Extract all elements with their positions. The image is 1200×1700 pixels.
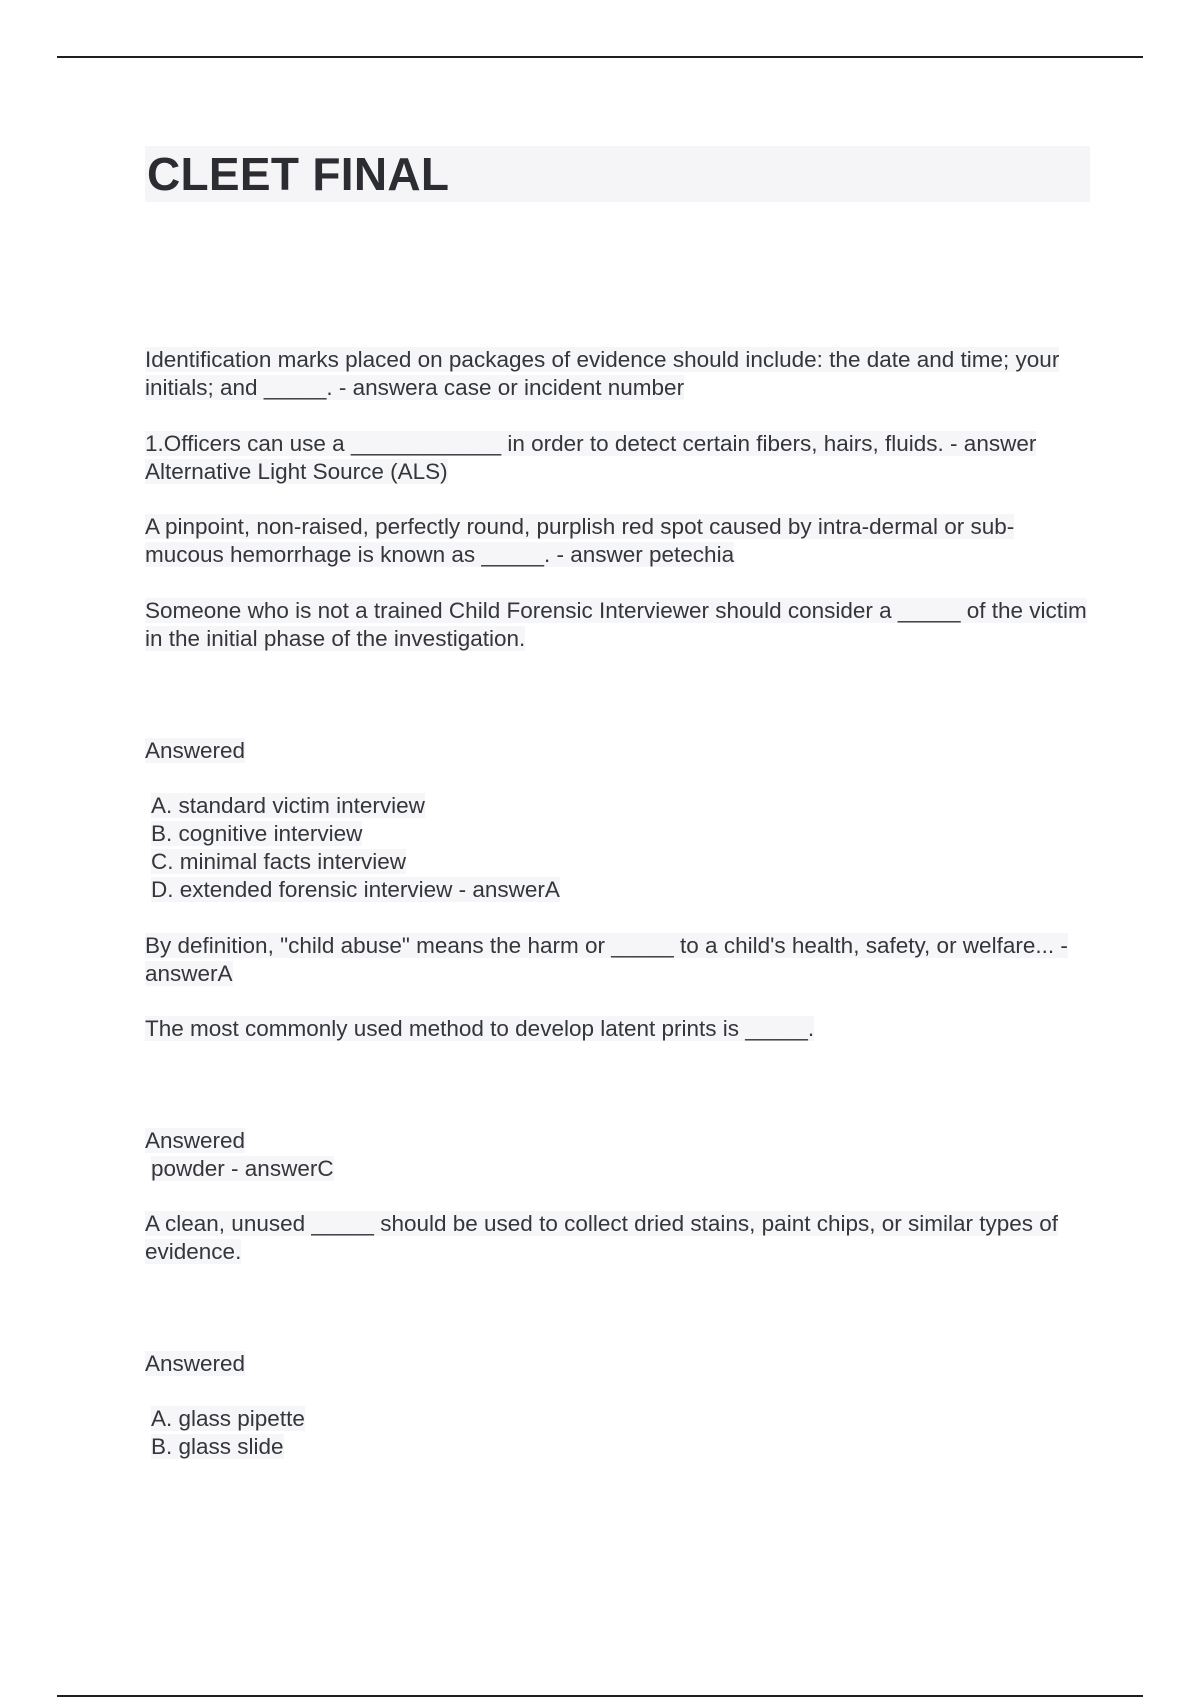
interview-options bbox=[145, 792, 1090, 904]
collection-options bbox=[145, 1405, 1090, 1461]
option-item: A. standard victim interview bbox=[151, 793, 425, 818]
answered-label: Answered bbox=[145, 1128, 246, 1153]
question-latent-prints: The most commonly used method to develop latent prints is _____. bbox=[145, 1016, 815, 1041]
option-item: B. cognitive interview bbox=[151, 821, 363, 846]
answered-label: Answered bbox=[145, 738, 246, 763]
document-body bbox=[145, 146, 1090, 1461]
option-item: D. extended forensic interview - answerA bbox=[151, 877, 560, 902]
latent-prints-answer bbox=[145, 1155, 1090, 1183]
question-dried-stains: A clean, unused _____ should be used to collect dried stains, paint chips, or similar types of evidence. bbox=[145, 1211, 1059, 1264]
top-rule bbox=[57, 56, 1143, 58]
option-item: A. glass pipette bbox=[151, 1406, 305, 1431]
title-bar bbox=[145, 146, 1090, 202]
question-child-abuse: By definition, "child abuse" means the harm or _____ to a child's health, safety, or welfare... - answerA bbox=[145, 933, 1068, 986]
question-evidence-marks: Identification marks placed on packages of evidence should include: the date and time; your initials; and _____. - answera case or incident number bbox=[145, 347, 1060, 400]
bottom-rule bbox=[57, 1695, 1143, 1697]
question-petechia: A pinpoint, non-raised, perfectly round, purplish red spot caused by intra-dermal or sub-mucous hemorrhage is known as _____. - answer petechia bbox=[145, 514, 1015, 567]
answered-label: Answered bbox=[145, 1351, 246, 1376]
question-alternative-light: 1.Officers can use a ____________ in order to detect certain fibers, hairs, fluids. - answer Alternative Light Source (ALS) bbox=[145, 431, 1037, 484]
document-title: CLEET FINAL bbox=[147, 148, 450, 200]
answer-item: powder - answerC bbox=[151, 1156, 334, 1181]
option-item: B. glass slide bbox=[151, 1434, 284, 1459]
option-item: C. minimal facts interview bbox=[151, 849, 407, 874]
question-child-interview: Someone who is not a trained Child Forensic Interviewer should consider a _____ of the victim in the initial phase of the investigation. bbox=[145, 598, 1087, 651]
